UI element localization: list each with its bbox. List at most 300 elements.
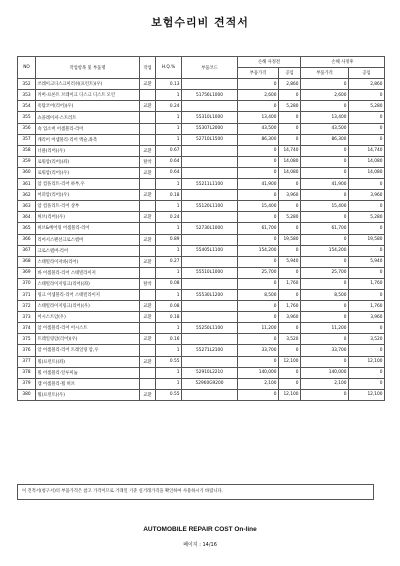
row-work: 교환 [140,212,156,223]
row-before-part: 0 [238,256,279,267]
footer-brand: AUTOMOBILE REPAIR COST On-line [143,526,257,533]
row-work [140,367,156,378]
row-before-part: 0 [238,212,279,223]
row-code [182,334,238,345]
row-hq: 1 [156,378,182,389]
row-code [182,190,238,201]
row-no: 358 [18,145,36,156]
row-code: 55120L1100 [182,201,238,212]
header-work: 작업 [140,57,156,79]
row-after-labor: 5,280 [349,212,385,223]
row-before-labor: 0 [279,345,301,356]
row-before-labor: 14,080 [279,156,301,167]
row-code: 55307L2000 [182,123,238,134]
row-item: 암 어셈블리-리어 어시스트 [36,323,140,334]
row-item: 허브(리어)(우) [36,212,140,223]
row-after-labor: 1,760 [349,301,385,312]
row-after-labor: 14,740 [349,145,385,156]
header-item: 작업항목 및 부품명 [36,57,140,79]
row-before-labor: 0 [279,201,301,212]
row-no: 378 [18,367,36,378]
row-before-labor: 0 [279,134,301,145]
row-hq: 1 [156,367,182,378]
row-work [140,201,156,212]
table-row [18,301,385,312]
row-no: 364 [18,212,36,223]
table-row [18,190,385,201]
row-work: 교환 [140,234,156,245]
table-row [18,378,385,389]
row-before-labor: 12,100 [279,389,301,400]
row-work [140,289,156,300]
row-code [182,79,238,90]
row-code [182,256,238,267]
row-work [140,179,156,190]
row-hq: 0.18 [156,312,182,323]
row-code [182,312,238,323]
row-no: 353 [18,90,36,101]
row-after-labor: 0 [349,123,385,134]
table-row [18,90,385,101]
row-after-labor: 5,940 [349,256,385,267]
row-before-labor: 0 [279,367,301,378]
row-after-part: 0 [301,167,349,178]
table-row [18,278,385,289]
row-item: 스태빌라이저바(리어) [36,256,140,267]
row-work: 교환 [140,190,156,201]
row-after-labor: 0 [349,134,385,145]
table-row [18,267,385,278]
row-code [182,145,238,156]
row-after-labor: 12,100 [349,356,385,367]
row-no: 352 [18,79,36,90]
row-item: 암 컴플리트-리어 하부,우 [36,179,140,190]
row-after-part: 86,300 [301,134,349,145]
row-after-part: 15,400 [301,201,349,212]
row-item: 쇼플레이져-스트러트 [36,112,140,123]
row-no: 354 [18,101,36,112]
table-row [18,134,385,145]
row-before-part: 86,300 [238,134,279,145]
table-row [18,234,385,245]
header-no: NO [18,57,36,79]
row-after-part: 11,200 [301,323,349,334]
table-row [18,123,385,134]
row-no: 361 [18,179,36,190]
row-code [182,301,238,312]
row-before-labor: 2,860 [279,79,301,90]
row-code: 52910L2210 [182,367,238,378]
row-item: 캡 어셈블리-휠 허브 [36,378,140,389]
row-hq: 0.24 [156,101,182,112]
table-row [18,156,385,167]
row-item: 링크 어셈블리-리어 스태빌라이저 [36,289,140,300]
row-hq: 1 [156,289,182,300]
row-hq: 0.64 [156,156,182,167]
table-row [18,145,385,156]
row-after-labor: 5,280 [349,101,385,112]
row-before-part: 0 [238,334,279,345]
row-work [140,267,156,278]
row-before-part: 0 [238,101,279,112]
row-before-labor: 12,100 [279,356,301,367]
table-row [18,345,385,356]
row-after-labor: 3,960 [349,190,385,201]
table-row [18,389,385,400]
row-item: 어퍼암(리어)(우) [36,190,140,201]
row-after-part: 154,200 [301,245,349,256]
row-code [182,234,238,245]
row-before-labor: 5,280 [279,101,301,112]
row-after-part: 0 [301,389,349,400]
row-no: 377 [18,356,36,367]
row-after-labor: 12,100 [349,389,385,400]
row-code: 55310L1000 [182,112,238,123]
row-code [182,356,238,367]
row-after-labor: 0 [349,345,385,356]
row-work: 교환 [140,145,156,156]
page-number: 페이지 : 14/16 [183,542,217,548]
row-work [140,112,156,123]
row-hq: 1 [156,323,182,334]
row-no: 362 [18,190,36,201]
row-before-labor: 14,740 [279,145,301,156]
row-code: 55510L1000 [182,267,238,278]
row-work: 교환 [140,301,156,312]
header-hqty: H.Q.% [156,57,182,79]
row-hq: 1 [156,134,182,145]
row-no: 357 [18,134,36,145]
header-after-labor: 공임 [349,68,385,79]
row-before-labor: 0 [279,323,301,334]
table-row [18,323,385,334]
row-before-part: 0 [238,79,279,90]
row-code: 51756L1000 [182,90,238,101]
row-after-part: 0 [301,234,349,245]
row-item: 옥탑코어(리어)(우) [36,101,140,112]
row-hq: 1 [156,179,182,190]
row-after-labor: 0 [349,201,385,212]
row-work [140,245,156,256]
row-after-labor: 19,580 [349,234,385,245]
row-hq: 0.67 [156,145,182,156]
row-before-part: 61,700 [238,223,279,234]
row-code: 52710L1500 [182,134,238,145]
row-no: 376 [18,345,36,356]
row-after-part: 0 [301,356,349,367]
row-code: 55250L1100 [182,323,238,334]
row-item: 바 어셈블리-리어 스태빌라이저 [36,267,140,278]
row-before-part: 2,600 [238,90,279,101]
row-hq: 1 [156,223,182,234]
row-before-labor: 0 [279,90,301,101]
table-row [18,223,385,234]
row-after-part: 0 [301,312,349,323]
row-before-part: 0 [238,301,279,312]
row-before-labor: 0 [279,112,301,123]
row-no: 356 [18,123,36,134]
row-after-labor: 1,760 [349,278,385,289]
row-code: 55530L1200 [182,289,238,300]
row-work [140,323,156,334]
table-row [18,312,385,323]
row-hq: 0.64 [156,167,182,178]
row-work: 탈착 [140,278,156,289]
row-before-part: 0 [238,190,279,201]
row-no: 366 [18,234,36,245]
price-note: 이 견적서(청구서)의 부품가격은 참고 가격이므로 거래일 기준 실거래가격을 확인하여 사용하시기 바랍니다. [17,484,374,500]
row-hq: 1 [156,267,182,278]
row-before-labor: 1,760 [279,278,301,289]
row-after-labor: 0 [349,367,385,378]
row-code: 52730L1000 [182,223,238,234]
row-code [182,212,238,223]
row-item: 휠(프런트)(좌) [36,356,140,367]
row-after-part: 0 [301,190,349,201]
row-hq: 0.13 [156,79,182,90]
row-after-part: 33,700 [301,345,349,356]
row-item: 쇽 업소버 어셈블리-리어 [36,123,140,134]
row-before-labor: 14,080 [279,167,301,178]
row-before-labor: 3,960 [279,312,301,323]
row-after-labor: 3,520 [349,334,385,345]
header-before-labor: 공임 [279,68,301,79]
row-after-part: 0 [301,79,349,90]
row-no: 360 [18,167,36,178]
row-hq: 0.18 [156,190,182,201]
row-before-part: 41,900 [238,179,279,190]
row-no: 373 [18,312,36,323]
table-row [18,356,385,367]
row-no: 371 [18,289,36,300]
table-row [18,79,385,90]
row-after-part: 43,500 [301,123,349,134]
row-no: 367 [18,245,36,256]
row-after-part: 140,000 [301,367,349,378]
row-code: 52960G9200 [182,378,238,389]
row-before-part: 0 [238,145,279,156]
row-item: 스태빌라이저링크(리어)(좌) [36,278,140,289]
row-no: 369 [18,267,36,278]
row-after-labor: 2,860 [349,79,385,90]
row-item: 스태빌라이저링크(리어)(우) [36,301,140,312]
header-after: 손해 사정후 [301,57,385,68]
row-before-part: 0 [238,312,279,323]
row-no: 363 [18,201,36,212]
row-after-part: 41,900 [301,179,349,190]
row-item: 커버-프론트 브레이크 디스크 디스트 모린 [36,90,140,101]
row-after-labor: 0 [349,179,385,190]
row-hq: 0.08 [156,278,182,289]
row-after-part: 61,700 [301,223,349,234]
row-work: 탈착 [140,156,156,167]
row-hq: 1 [156,201,182,212]
row-code [182,101,238,112]
row-before-part: 13,400 [238,112,279,123]
row-hq: 1 [156,123,182,134]
row-before-part: 0 [238,278,279,289]
row-hq: 1 [156,90,182,101]
row-after-labor: 3,960 [349,312,385,323]
row-item: 너클(리어)(우) [36,145,140,156]
row-before-part: 0 [238,389,279,400]
row-before-labor: 3,520 [279,334,301,345]
row-hq: 0.27 [156,256,182,267]
row-after-part: 0 [301,101,349,112]
row-no: 355 [18,112,36,123]
row-after-labor: 0 [349,112,385,123]
row-no: 375 [18,334,36,345]
document-title: 보험수리비 견적서 [151,16,249,29]
row-before-labor: 0 [279,223,301,234]
header-after-part-price: 부품가격 [301,68,349,79]
row-hq: 0.55 [156,389,182,400]
row-no: 372 [18,301,36,312]
row-item: 트레일링암(리어)(우) [36,334,140,345]
table-row [18,256,385,267]
estimate-table [17,56,385,401]
row-after-part: 2,100 [301,378,349,389]
row-before-labor: 0 [279,289,301,300]
row-after-labor: 0 [349,90,385,101]
row-before-labor: 0 [279,267,301,278]
row-code [182,278,238,289]
row-item: 로워암(리어)(좌) [36,156,140,167]
table-row [18,179,385,190]
row-work: 교환 [140,101,156,112]
row-hq: 1 [156,245,182,256]
row-item: 암 어셈블리-리어 트레일링 암,우 [36,345,140,356]
row-before-part: 25,700 [238,267,279,278]
row-hq: 0.24 [156,212,182,223]
row-no: 370 [18,278,36,289]
row-after-part: 0 [301,256,349,267]
row-item: 허브&베어링 어셈블리-리어 [36,223,140,234]
header-before: 손해 사정전 [238,57,301,68]
row-item: 휠 어셈블리-알루미늄 [36,367,140,378]
row-no: 374 [18,323,36,334]
row-hq: 1 [156,345,182,356]
row-after-labor: 14,080 [349,167,385,178]
row-work: 교환 [140,312,156,323]
row-item: 휠(프런트)(우) [36,389,140,400]
row-work: 교환 [140,356,156,367]
row-hq: 0.08 [156,301,182,312]
row-work [140,90,156,101]
header-before-part-price: 부품가격 [238,68,279,79]
row-work [140,378,156,389]
row-before-labor: 0 [279,179,301,190]
row-before-part: 11,200 [238,323,279,334]
row-code [182,389,238,400]
row-after-labor: 0 [349,378,385,389]
row-before-part: 140,000 [238,367,279,378]
row-before-part: 0 [238,234,279,245]
table-row [18,245,385,256]
row-code [182,156,238,167]
row-hq: 1 [156,112,182,123]
table-row [18,334,385,345]
row-before-part: 0 [238,156,279,167]
table-row [18,212,385,223]
table-row [18,289,385,300]
row-hq: 0.16 [156,334,182,345]
row-hq: 0.89 [156,234,182,245]
row-code: 55211L1100 [182,179,238,190]
row-no: 365 [18,223,36,234]
row-work: 교환 [140,389,156,400]
row-no: 380 [18,389,36,400]
row-after-part: 0 [301,212,349,223]
row-before-labor: 5,280 [279,212,301,223]
row-before-labor: 5,940 [279,256,301,267]
row-after-part: 0 [301,278,349,289]
row-before-labor: 0 [279,245,301,256]
row-before-labor: 0 [279,378,301,389]
row-after-part: 0 [301,301,349,312]
row-work [140,123,156,134]
row-work: 교환 [140,256,156,267]
row-work [140,223,156,234]
table-row [18,167,385,178]
row-before-part: 8,500 [238,289,279,300]
row-item: 어시스트암(우) [36,312,140,323]
table-row [18,201,385,212]
row-after-labor: 0 [349,223,385,234]
row-work: 교환 [140,334,156,345]
row-after-part: 2,600 [301,90,349,101]
row-before-part: 0 [238,167,279,178]
row-item: 리어서스펜션크로스멤버 [36,234,140,245]
row-no: 359 [18,156,36,167]
row-before-part: 43,500 [238,123,279,134]
row-before-labor: 0 [279,123,301,134]
row-item: 캐리어 어셈블리-리어 액슬,좌측 [36,134,140,145]
row-after-part: 25,700 [301,267,349,278]
row-no: 368 [18,256,36,267]
row-before-labor: 3,960 [279,190,301,201]
row-work: 교환 [140,167,156,178]
row-before-part: 0 [238,356,279,367]
row-no: 379 [18,378,36,389]
row-before-labor: 1,760 [279,301,301,312]
header-code: 부품코드 [182,57,238,79]
row-after-part: 0 [301,334,349,345]
table-row [18,367,385,378]
row-item: 쓰레이크디스크미러쉬(프런트)(우) [36,79,140,90]
row-before-part: 15,400 [238,201,279,212]
table-row [18,101,385,112]
row-code [182,167,238,178]
row-item: 로워암(리어)(우) [36,167,140,178]
row-after-part: 13,400 [301,112,349,123]
row-after-labor: 0 [349,245,385,256]
row-code: 55405L1100 [182,245,238,256]
row-work [140,345,156,356]
row-after-part: 0 [301,145,349,156]
row-hq: 0.55 [156,356,182,367]
row-item: 암 컴플리트-리어 상부 [36,201,140,212]
row-before-part: 2,100 [238,378,279,389]
row-after-labor: 0 [349,267,385,278]
row-after-part: 8,500 [301,289,349,300]
row-before-part: 33,700 [238,345,279,356]
table-row [18,112,385,123]
row-after-labor: 0 [349,289,385,300]
row-after-labor: 0 [349,323,385,334]
row-code: 55271L2100 [182,345,238,356]
row-before-part: 154,200 [238,245,279,256]
